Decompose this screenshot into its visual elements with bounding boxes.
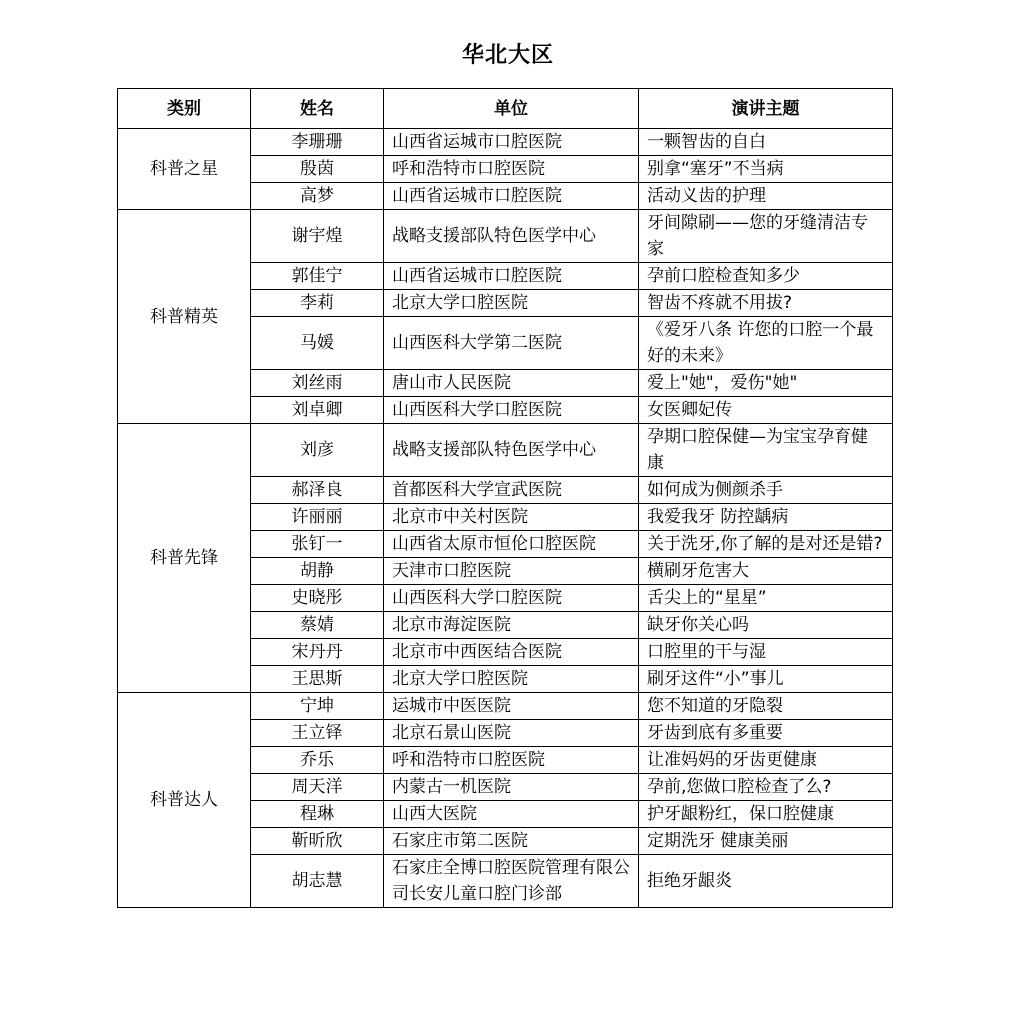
topic-cell: 智齿不疼就不用拔? [639,290,893,317]
unit-cell: 呼和浩特市口腔医院 [384,747,639,774]
topic-cell: 女医卿妃传 [639,397,893,424]
unit-cell: 山西大医院 [384,801,639,828]
unit-cell: 山西医科大学口腔医院 [384,585,639,612]
name-cell: 史晓彤 [251,585,384,612]
name-cell: 郭佳宁 [251,263,384,290]
unit-cell: 唐山市人民医院 [384,370,639,397]
name-cell: 马媛 [251,317,384,370]
topic-cell: 牙间隙刷——您的牙缝清洁专家 [639,210,893,263]
unit-cell: 北京市中西医结合医院 [384,639,639,666]
unit-cell: 战略支援部队特色医学中心 [384,424,639,477]
name-cell: 刘丝雨 [251,370,384,397]
name-cell: 谢宇煌 [251,210,384,263]
category-cell: 科普之星 [118,129,251,210]
unit-cell: 石家庄市第二医院 [384,828,639,855]
name-cell: 郝泽良 [251,477,384,504]
header-topic: 演讲主题 [639,89,893,129]
topic-cell: 缺牙你关心吗 [639,612,893,639]
header-category: 类别 [118,89,251,129]
unit-cell: 山西省运城市口腔医院 [384,183,639,210]
header-unit: 单位 [384,89,639,129]
category-cell: 科普精英 [118,210,251,424]
table-row [118,693,893,720]
speaker-table [117,88,893,908]
unit-cell: 北京石景山医院 [384,720,639,747]
name-cell: 李莉 [251,290,384,317]
topic-cell: 定期洗牙 健康美丽 [639,828,893,855]
page-title: 华北大区 [461,43,554,68]
topic-cell: 横刷牙危害大 [639,558,893,585]
topic-cell: 刷牙这件“小”事儿 [639,666,893,693]
unit-cell: 山西医科大学口腔医院 [384,397,639,424]
name-cell: 王思斯 [251,666,384,693]
category-cell: 科普达人 [118,693,251,908]
header-row [118,89,893,129]
name-cell: 宋丹丹 [251,639,384,666]
topic-cell: 牙齿到底有多重要 [639,720,893,747]
unit-cell: 山西省运城市口腔医院 [384,263,639,290]
name-cell: 宁坤 [251,693,384,720]
table-body [118,129,893,908]
topic-cell: 舌尖上的“星星” [639,585,893,612]
topic-cell: 孕前,您做口腔检查了么? [639,774,893,801]
name-cell: 蔡婧 [251,612,384,639]
name-cell: 周天洋 [251,774,384,801]
name-cell: 乔乐 [251,747,384,774]
topic-cell: 孕前口腔检查知多少 [639,263,893,290]
topic-cell: 您不知道的牙隐裂 [639,693,893,720]
name-cell: 张钉一 [251,531,384,558]
table-row [118,210,893,263]
unit-cell: 北京市中关村医院 [384,504,639,531]
topic-cell: 孕期口腔保健—为宝宝孕育健康 [639,424,893,477]
name-cell: 许丽丽 [251,504,384,531]
unit-cell: 首都医科大学宣武医院 [384,477,639,504]
unit-cell: 山西省太原市恒伦口腔医院 [384,531,639,558]
unit-cell: 战略支援部队特色医学中心 [384,210,639,263]
topic-cell: 护牙龈粉红，保口腔健康 [639,801,893,828]
topic-cell: 一颗智齿的自白 [639,129,893,156]
unit-cell: 山西省运城市口腔医院 [384,129,639,156]
name-cell: 李珊珊 [251,129,384,156]
unit-cell: 呼和浩特市口腔医院 [384,156,639,183]
unit-cell: 天津市口腔医院 [384,558,639,585]
topic-cell: 拒绝牙龈炎 [639,855,893,908]
category-cell: 科普先锋 [118,424,251,693]
table-row [118,129,893,156]
unit-cell: 内蒙古一机医院 [384,774,639,801]
topic-cell: 别拿“塞牙”不当病 [639,156,893,183]
name-cell: 刘彦 [251,424,384,477]
unit-cell: 石家庄全博口腔医院管理有限公司长安儿童口腔门诊部 [384,855,639,908]
topic-cell: 活动义齿的护理 [639,183,893,210]
name-cell: 程琳 [251,801,384,828]
topic-cell: 关于洗牙,你了解的是对还是错? [639,531,893,558]
name-cell: 殷茵 [251,156,384,183]
unit-cell: 山西医科大学第二医院 [384,317,639,370]
unit-cell: 北京大学口腔医院 [384,666,639,693]
name-cell: 胡静 [251,558,384,585]
table-row [118,424,893,477]
unit-cell: 运城市中医医院 [384,693,639,720]
name-cell: 高梦 [251,183,384,210]
topic-cell: 让准妈妈的牙齿更健康 [639,747,893,774]
name-cell: 王立铎 [251,720,384,747]
topic-cell: 我爱我牙 防控龋病 [639,504,893,531]
header-name: 姓名 [251,89,384,129]
topic-cell: 爱上"她"，爱伤"她" [639,370,893,397]
name-cell: 胡志慧 [251,855,384,908]
topic-cell: 口腔里的干与湿 [639,639,893,666]
unit-cell: 北京大学口腔医院 [384,290,639,317]
name-cell: 靳昕欣 [251,828,384,855]
topic-cell: 《爱牙八条 许您的口腔一个最好的未来》 [639,317,893,370]
topic-cell: 如何成为侧颜杀手 [639,477,893,504]
unit-cell: 北京市海淀医院 [384,612,639,639]
name-cell: 刘卓卿 [251,397,384,424]
